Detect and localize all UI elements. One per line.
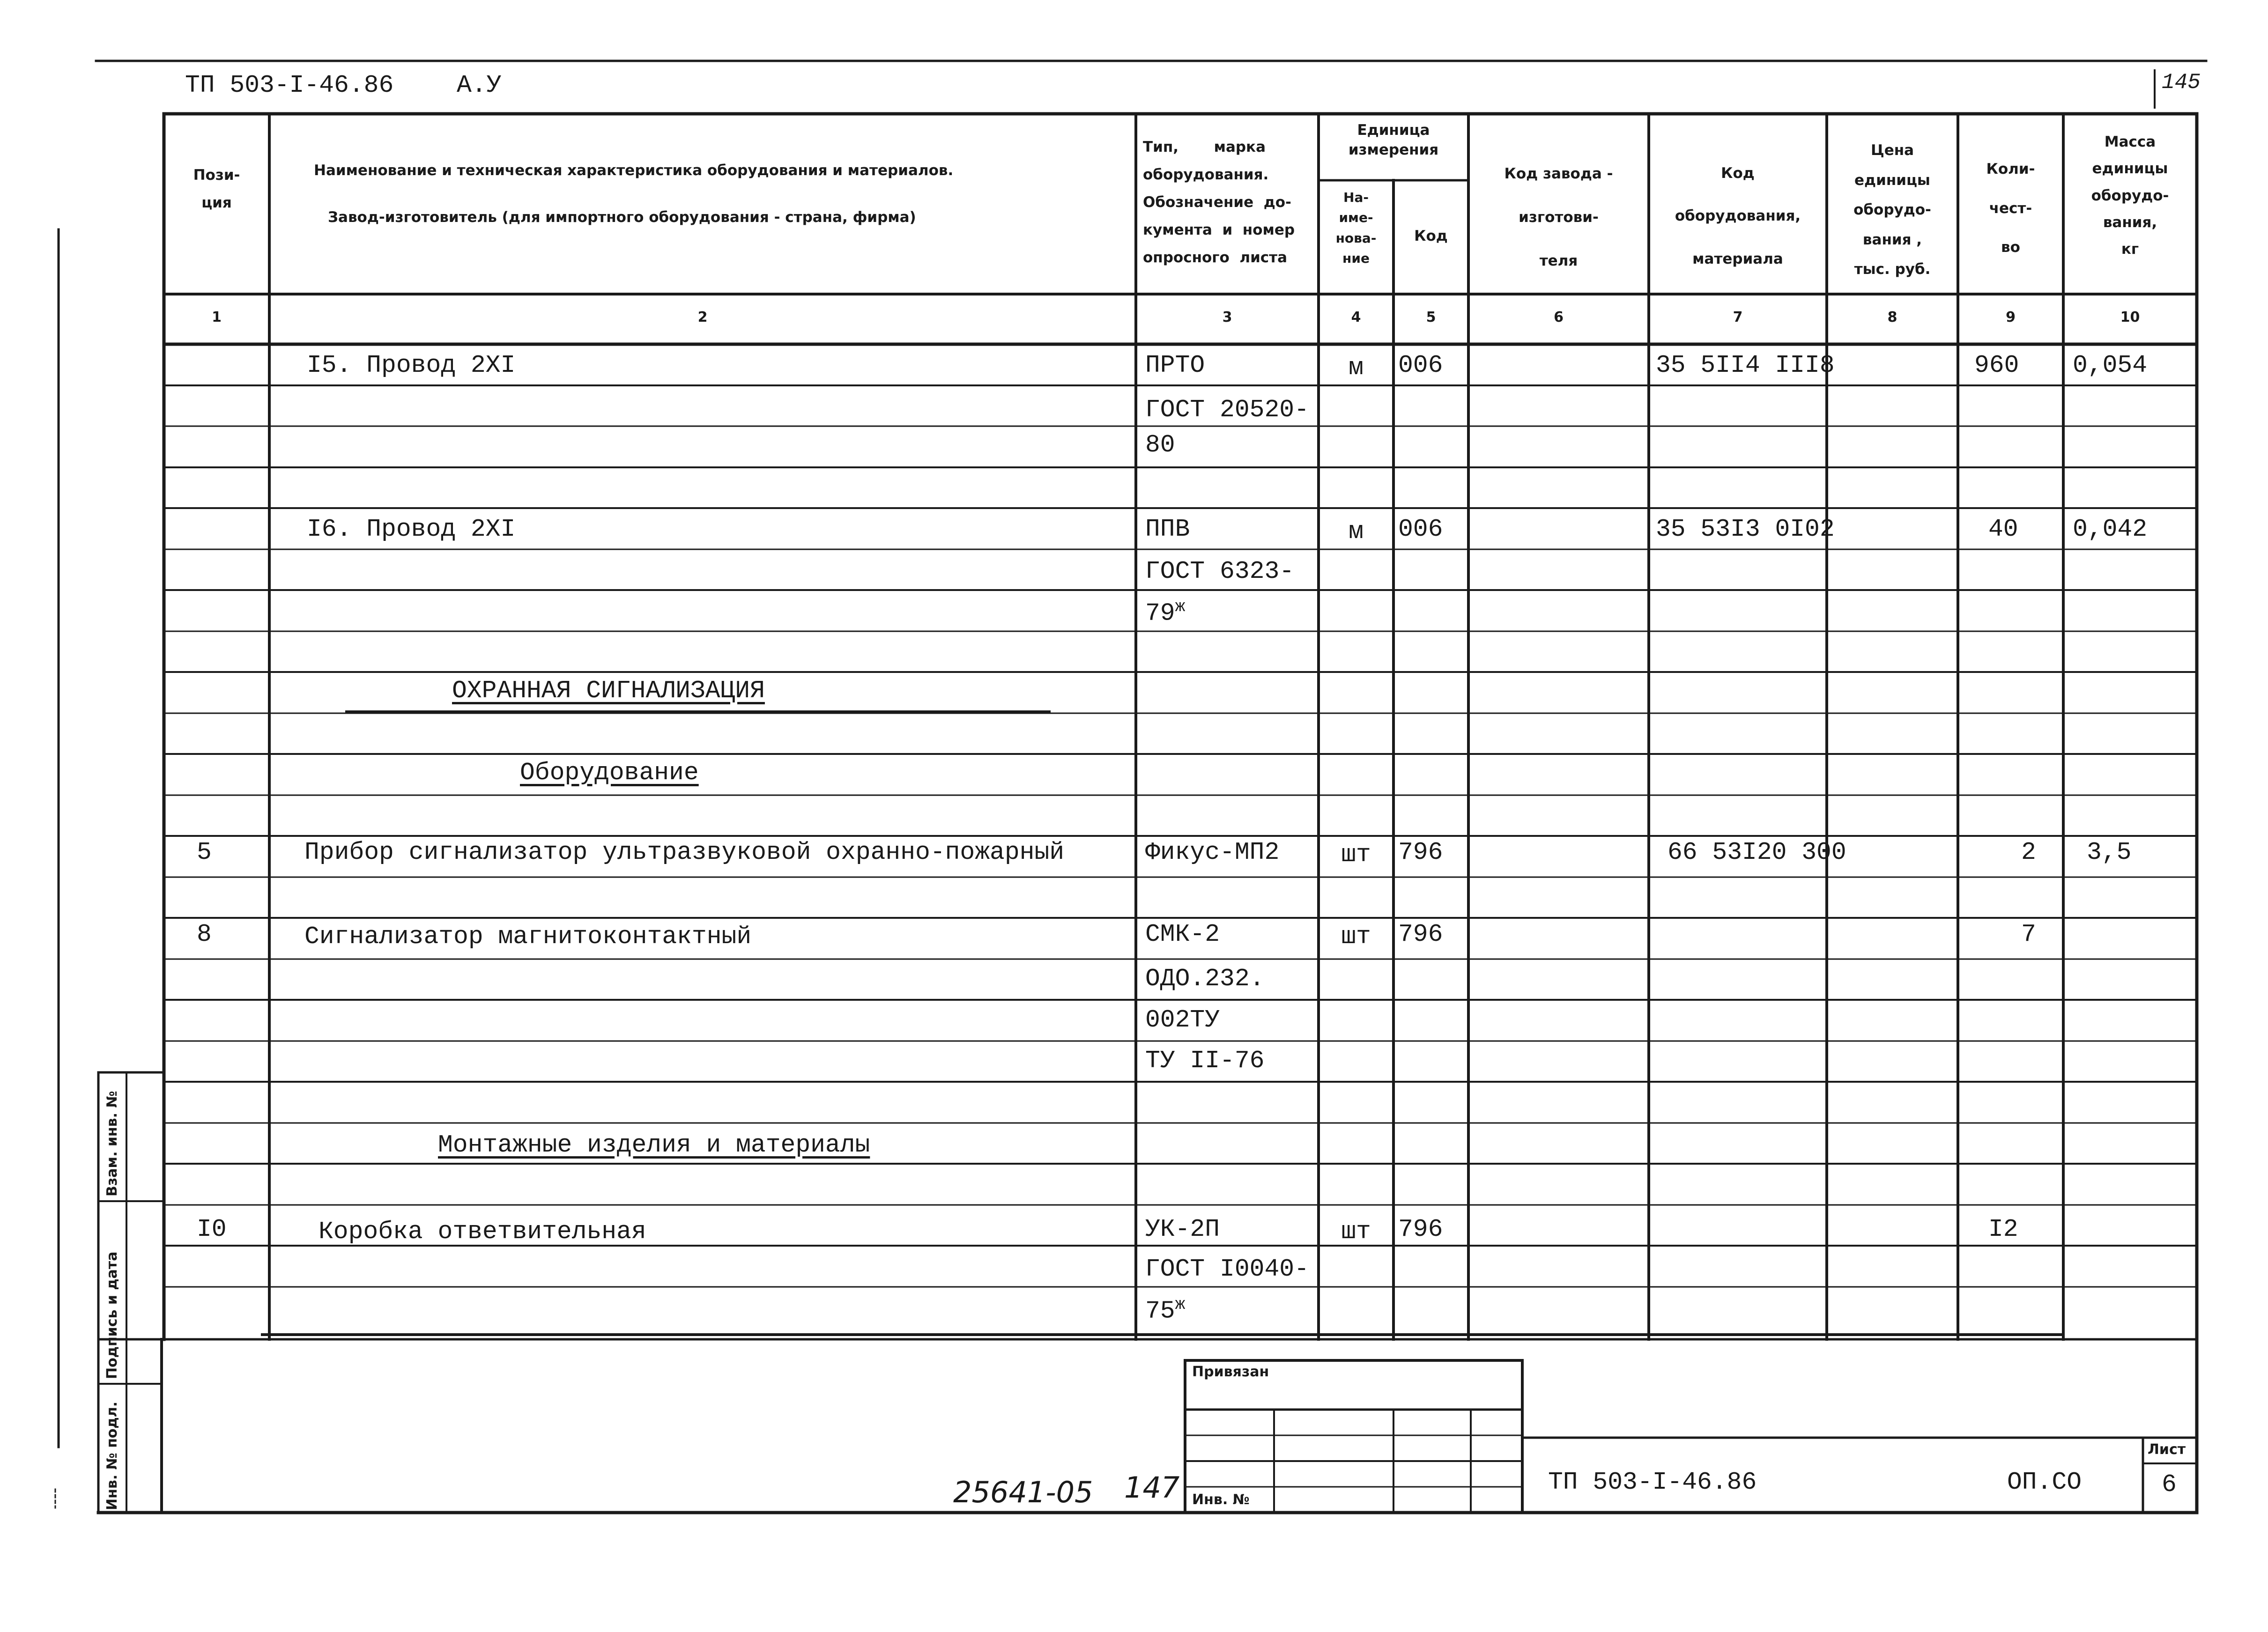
table-row-type: $79^ж$ — [1145, 597, 1186, 628]
table-row-code: 006 — [1398, 351, 1443, 379]
table-row-quantity: 960 — [1974, 351, 2019, 379]
col-number-3: 3 — [1222, 309, 1232, 325]
table-row-code: 796 — [1398, 838, 1443, 866]
table-row-type: Фикус-МП2 — [1145, 838, 1280, 866]
col-number-6: 6 — [1554, 309, 1564, 325]
table-row-type: 80 — [1145, 431, 1175, 459]
table-row-unit: шт — [1341, 841, 1371, 869]
col-number-1: 1 — [212, 309, 222, 325]
table-row-name: I6. Провод 2XI — [307, 515, 516, 543]
handwritten-page-number: 147 — [1124, 1470, 1180, 1505]
handwritten-archive-number: 25641-05 — [953, 1475, 1093, 1509]
col-number-10: 10 — [2120, 309, 2140, 325]
table-row-name: Сигнализатор магнитоконтактный — [304, 923, 752, 951]
table-row-name: Прибор сигнализатор ультразвуковой охранно-пожарный — [304, 838, 1065, 866]
table-row-quantity: 7 — [2021, 920, 2036, 948]
table-row-code: 796 — [1398, 1215, 1443, 1243]
table-row-quantity: I2 — [1988, 1215, 2018, 1243]
table-row-unit: шт — [1341, 923, 1371, 951]
title-block-doc-code: ТП 503-I-46.86 — [1548, 1468, 1757, 1496]
section-heading-security-alarm: ОХРАННАЯ СИГНАЛИЗАЦИЯ — [452, 677, 765, 705]
table-row-type: ГОСТ 6323- — [1145, 557, 1295, 585]
col-header-maker-code: Код завода - изготови- теля — [1504, 165, 1613, 269]
margin-label-replaced-inv: Взам. инв. № — [104, 1091, 120, 1196]
table-row-type: СМК-2 — [1145, 920, 1220, 948]
header-doc-code: ТП 503-I-46.86 — [185, 71, 394, 99]
table-row-position: I0 — [197, 1215, 227, 1243]
col-header-name-line2: Завод-изготовитель (для импортного оборудования - страна, фирма) — [328, 209, 916, 226]
page-number: 145 — [2162, 70, 2201, 95]
margin-label-original-inv: Инв. № подл. — [104, 1401, 120, 1510]
title-block-sheet-number: 6 — [2162, 1470, 2177, 1499]
col-header-price: Цена единицы оборудо- вания , тыс. руб. — [1853, 142, 1931, 278]
title-block-sheet-label: Лист — [2148, 1441, 2186, 1458]
margin-label-signature-date: Подпись и дата — [104, 1251, 120, 1379]
title-block-attached-label: Привязан — [1192, 1364, 1269, 1380]
table-row-type: УК-2П — [1145, 1215, 1220, 1243]
table-row-type: ГОСТ 20520- — [1145, 396, 1309, 424]
col-number-7: 7 — [1733, 309, 1743, 325]
table-row-quantity: 40 — [1988, 515, 2018, 543]
col-number-5: 5 — [1426, 309, 1436, 325]
table-row-mass: 0,054 — [2073, 351, 2148, 379]
title-block-sheet-code: ОП.СО — [2007, 1468, 2082, 1496]
section-heading-equipment: Оборудование — [520, 759, 699, 787]
col-header-unit-code: Код — [1414, 228, 1448, 244]
col-header-unit-name: На- име- нова- ние — [1335, 190, 1377, 266]
table-row-position: 5 — [197, 838, 212, 866]
col-header-equipment-code: Код оборудования, материала — [1675, 165, 1801, 267]
table-row-position: 8 — [197, 920, 212, 948]
table-row-code: 006 — [1398, 515, 1443, 543]
table-row-type: ПРТО — [1145, 351, 1205, 379]
section-heading-mounting-materials: Монтажные изделия и материалы — [438, 1131, 870, 1159]
col-header-unit-group: Единица измерения — [1348, 122, 1439, 158]
table-row-type: ТУ II-76 — [1145, 1047, 1265, 1075]
col-number-9: 9 — [2006, 309, 2016, 325]
col-header-type: Тип, марка оборудования. Обозначение до- кумента и номер опросного листа — [1143, 139, 1295, 266]
header-album: А.У — [457, 71, 502, 99]
col-number-2: 2 — [697, 309, 708, 325]
table-row-type: $75^ж$ — [1145, 1295, 1186, 1325]
table-row-code: 796 — [1398, 920, 1443, 948]
table-row-mass: 3,5 — [2087, 838, 2132, 866]
table-row-type: ГОСТ I0040- — [1145, 1255, 1309, 1283]
table-row-unit: шт — [1341, 1218, 1371, 1246]
table-row-unit: м — [1349, 517, 1364, 546]
table-row-type: ППВ — [1145, 515, 1190, 543]
title-block-inv-label: Инв. № — [1192, 1492, 1250, 1508]
col-header-quantity: Коли- чест- во — [1986, 161, 2035, 256]
col-header-position: Пози- ция — [193, 167, 240, 211]
table-row-unit: м — [1349, 354, 1364, 382]
table-row-type: 002ТУ — [1145, 1006, 1220, 1034]
table-row-quantity: 2 — [2021, 838, 2036, 866]
table-row-type: ОДО.232. — [1145, 965, 1265, 993]
col-header-name-line1: Наименование и техническая характеристика оборудования и материалов. — [314, 162, 954, 179]
table-row-equipment-code: 35 53I3 0I02 — [1656, 515, 1835, 543]
table-row-equipment-code: 66 53I20 300 — [1668, 838, 1846, 866]
table-row-name: Коробка ответвительная — [319, 1218, 646, 1246]
col-number-8: 8 — [1887, 309, 1897, 325]
table-row-equipment-code: 35 5II4 III8 — [1656, 351, 1835, 379]
col-header-mass: Масса единицы оборудо- вания, кг — [2091, 133, 2169, 258]
table-row-mass: 0,042 — [2073, 515, 2148, 543]
table-row-name: I5. Провод 2XI — [307, 351, 516, 379]
col-number-4: 4 — [1351, 309, 1361, 325]
